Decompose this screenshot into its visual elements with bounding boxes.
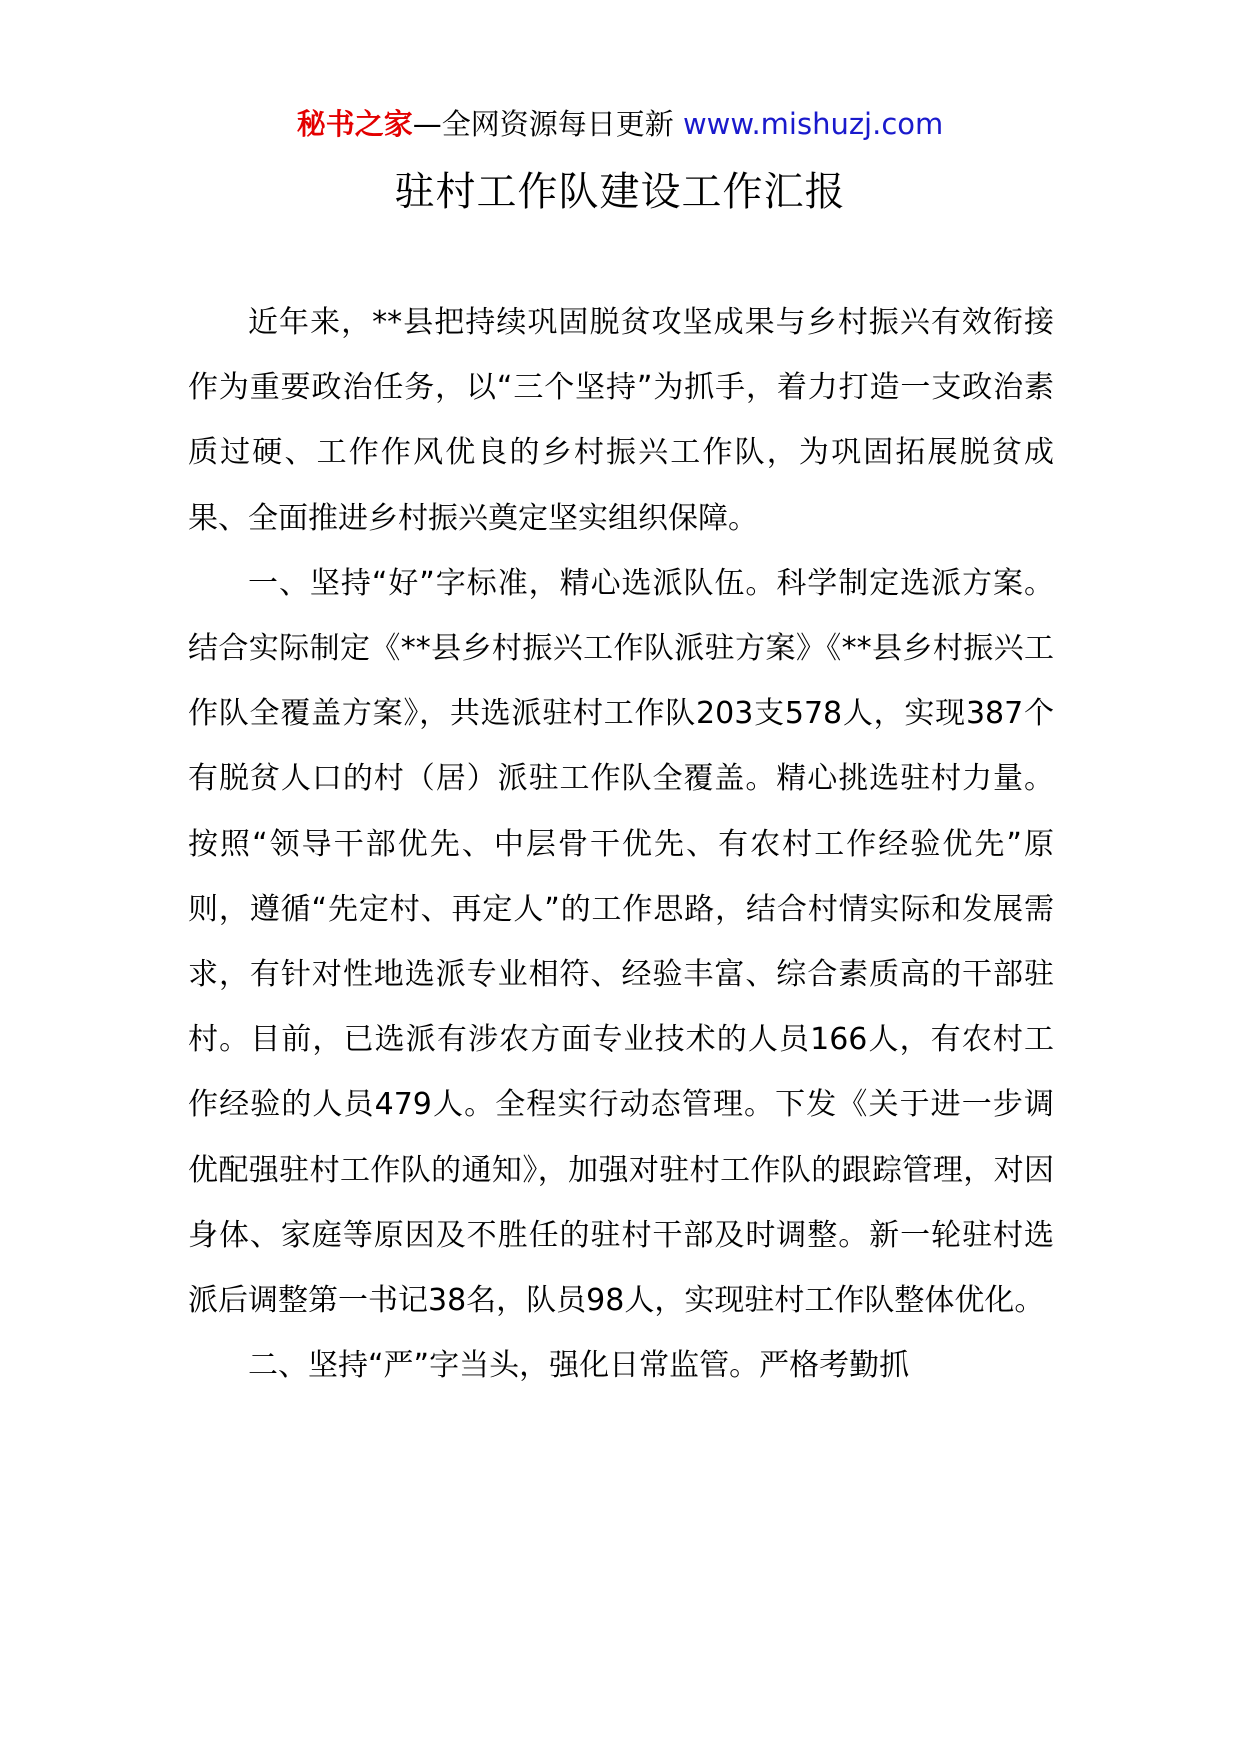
brand-name: 秘书之家 <box>296 107 413 141</box>
site-url-link[interactable]: www.mishuzj.com <box>682 107 944 141</box>
site-header <box>0 104 1240 144</box>
paragraph-intro: 近年来，**县把持续巩固脱贫攻坚成果与乡村振兴有效衔接作为重要政治任务，以“三个坚持”为抓手，着力打造一支政治素质过硬、工作作风优良的乡村振兴工作队，为巩固拓展脱贫成果、全面推进乡村振兴奠定坚实组织保障。 <box>188 305 1054 536</box>
header-tagline: —全网资源每日更新 <box>412 107 683 141</box>
paragraph-section-2: 二、坚持“严”字当头，强化日常监管。严格考勤抓 <box>248 1348 910 1384</box>
document-body <box>188 290 1054 1398</box>
document-title: 驻村工作队建设工作汇报 <box>394 169 846 215</box>
paragraph-section-1: 一、坚持“好”字标准，精心选派队伍。科学制定选派方案。结合实际制定《**县乡村振兴工作队派驻方案》《**县乡村振兴工作队全覆盖方案》，共选派驻村工作队203支578人，实现387个有脱贫人口的村（居）派驻工作队全覆盖。精心挑选驻村力量。按照“领导干部优先、中层骨干优先、有农村工作经验优先”原则，遵循“先定村、再定人”的工作思路，结合村情实际和发展需求，有针对性地选派专业相符、经验丰富、综合素质高的干部驻村。目前，已选派有涉农方面专业技术的人员166人，有农村工作经验的人员479人。全程实行动态管理。下发《关于进一步调优配强驻村工作队的通知》，加强对驻村工作队的跟踪管理，对因身体、家庭等原因及不胜任的驻村干部及时调整。新一轮驻村选派后调整第一书记38名，队员98人，实现驻村工作队整体优化。 <box>188 565 1054 1319</box>
